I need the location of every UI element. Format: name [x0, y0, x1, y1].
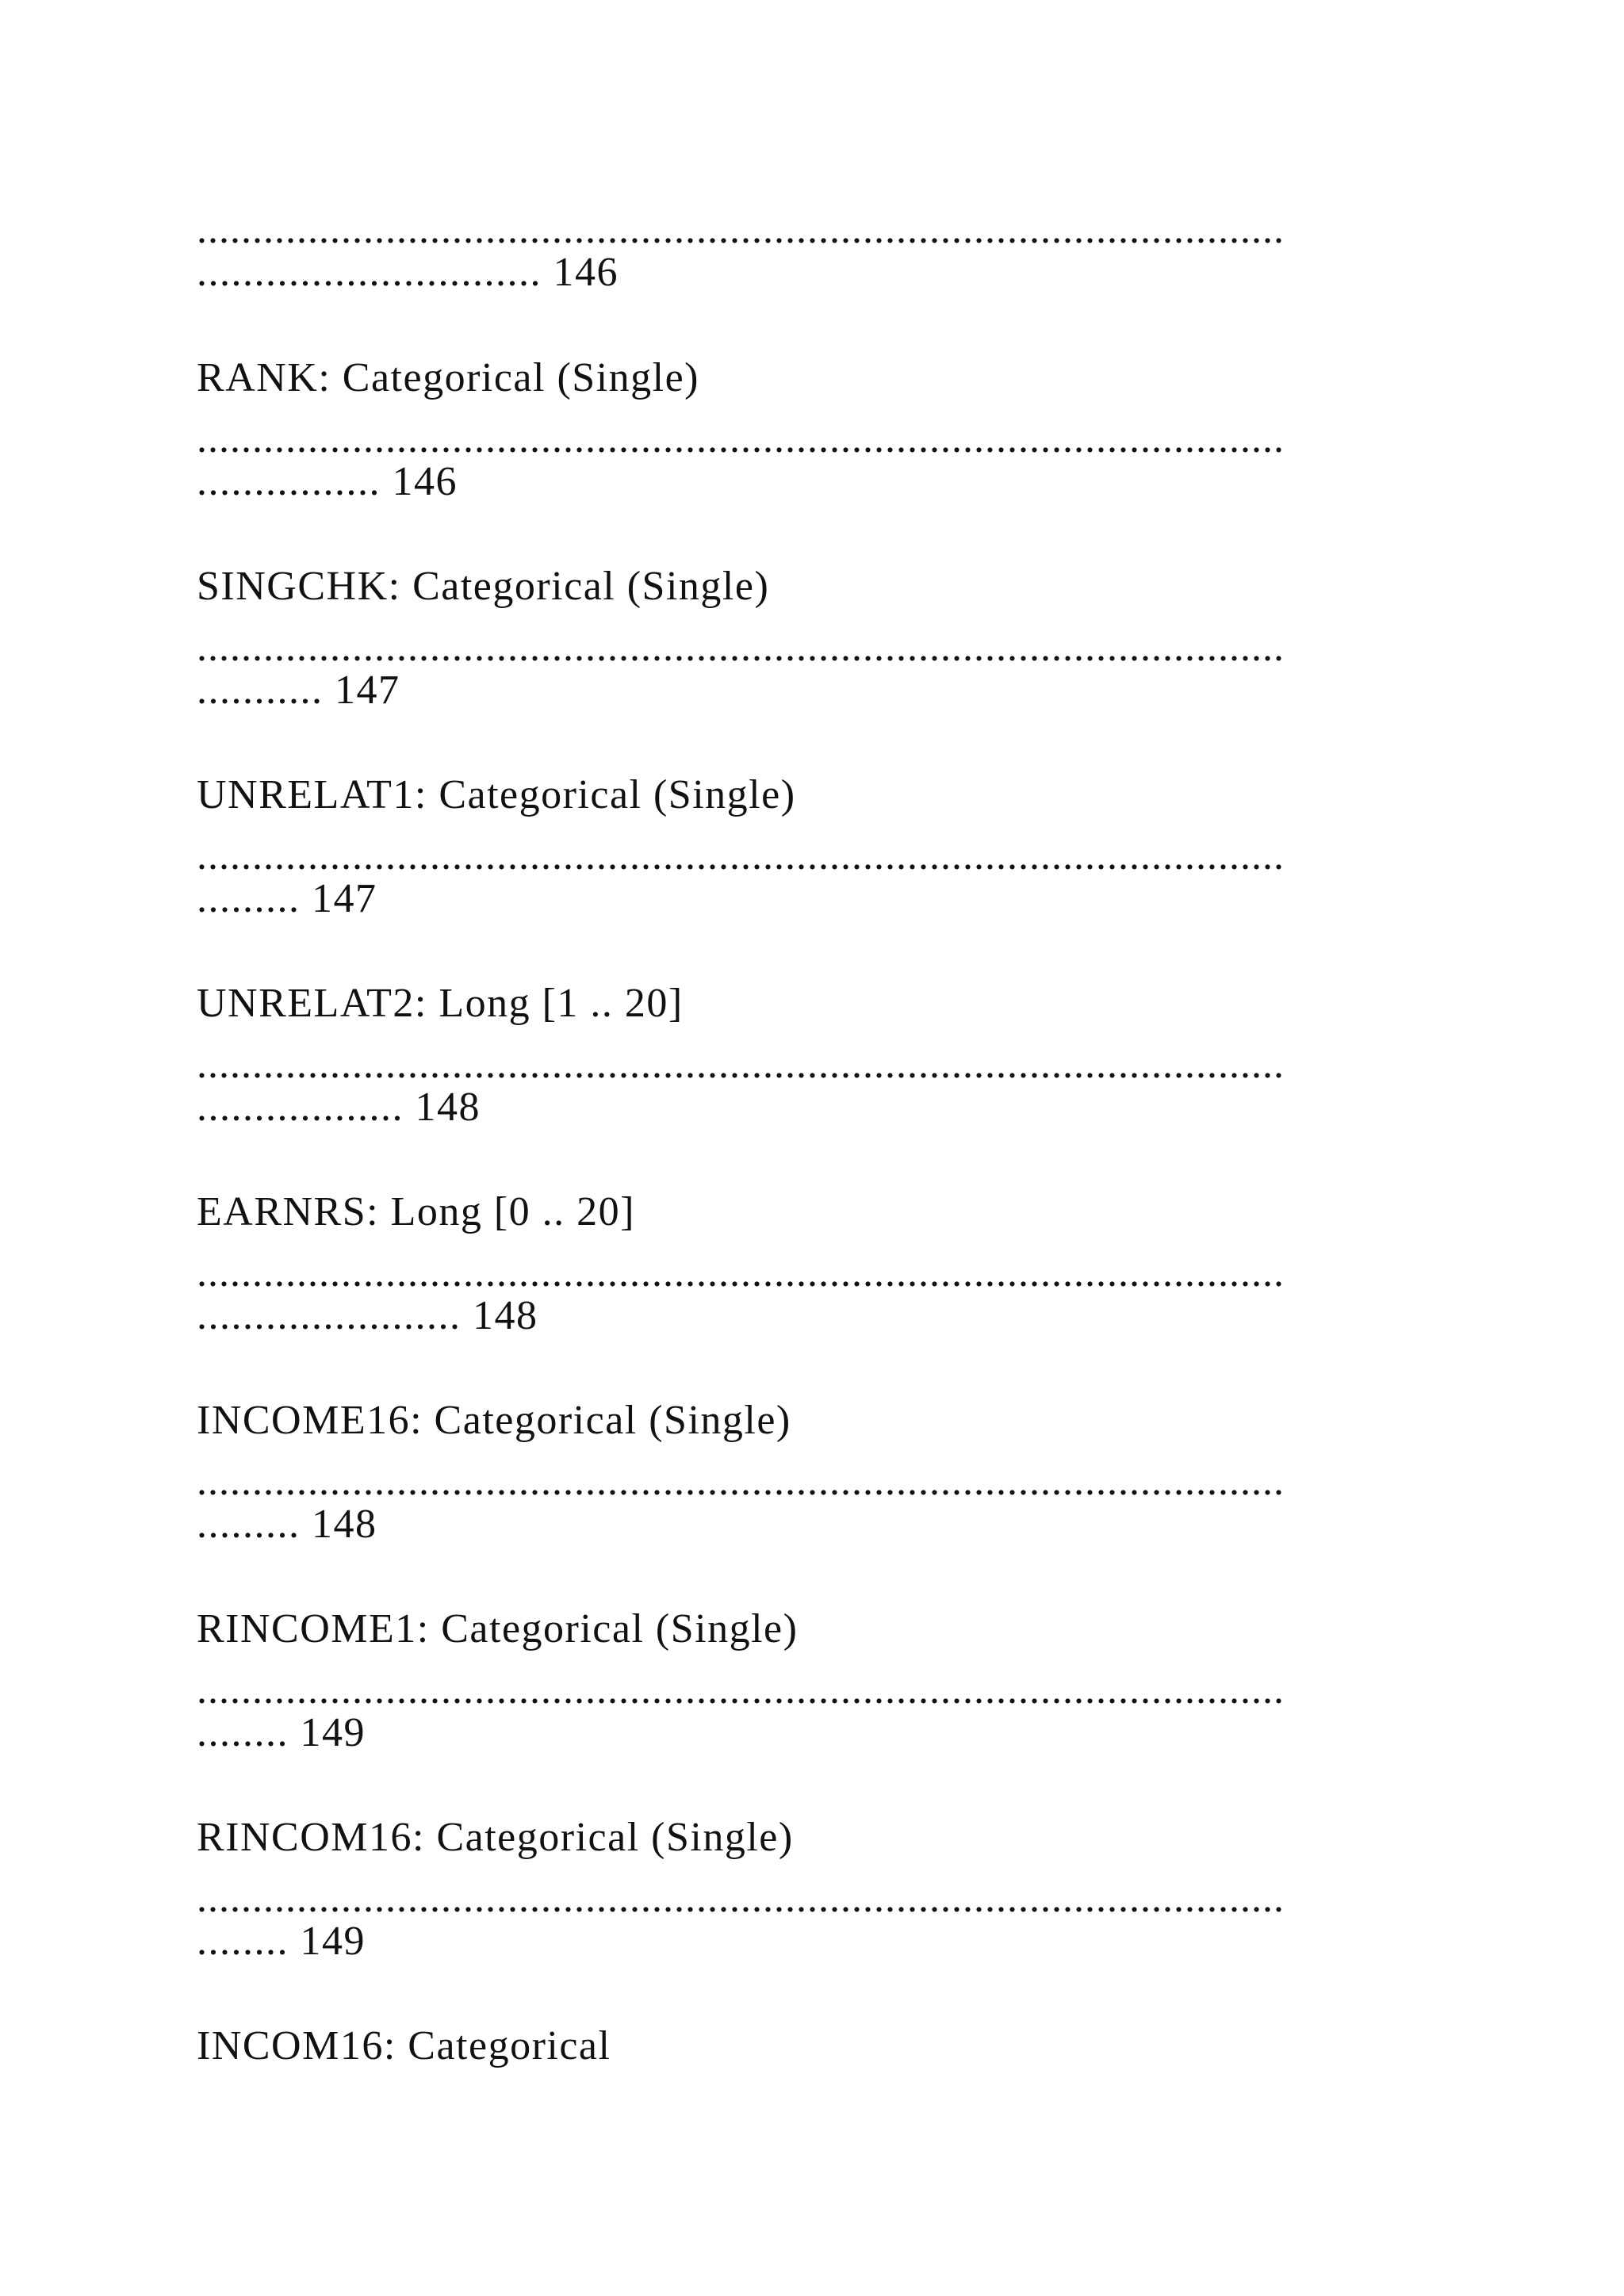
toc-leader-line	[197, 831, 1434, 882]
toc-page-number: 149	[300, 1919, 366, 1964]
toc-entry-tail	[197, 665, 400, 716]
toc-page-number: 146	[553, 250, 619, 295]
toc-label: RANK: Categorical (Single)	[197, 355, 699, 400]
toc-label: RINCOM16: Categorical (Single)	[197, 1815, 794, 1860]
toc-entry-tail	[197, 1916, 366, 1967]
toc-leader-line	[197, 1456, 1434, 1507]
toc-entry-tail	[197, 1708, 366, 1758]
toc-label: UNRELAT1: Categorical (Single)	[197, 772, 796, 817]
toc-leader: ..................................................................................................	[197, 833, 1285, 878]
toc-entry-tail	[197, 1082, 481, 1133]
toc-entry-label	[197, 1187, 635, 1238]
toc-leader: ........	[197, 1919, 289, 1964]
toc-leader: ..................................................................................................	[197, 1667, 1285, 1712]
toc-leader-line	[197, 1665, 1434, 1716]
toc-page-number: 147	[312, 876, 377, 921]
toc-leader: .........	[197, 876, 301, 921]
toc-label: EARNRS: Long [0 .. 20]	[197, 1189, 635, 1234]
toc-label: RINCOME1: Categorical (Single)	[197, 1606, 799, 1651]
toc-leader: ................	[197, 459, 381, 504]
toc-entry-label	[197, 1395, 791, 1446]
toc-leader: ..................................................................................................	[197, 1042, 1285, 1087]
toc-leader-line	[197, 1873, 1434, 1924]
toc-label: SINGCHK: Categorical (Single)	[197, 564, 770, 609]
toc-label: INCOME16: Categorical (Single)	[197, 1398, 791, 1443]
toc-page-number: 147	[335, 668, 400, 713]
toc-entry-tail	[197, 874, 377, 924]
toc-leader: .........	[197, 1502, 301, 1547]
toc-entry-label	[197, 1812, 794, 1863]
toc-leader: ..................................................................................................	[197, 1250, 1285, 1295]
toc-label: INCOM16: Categorical	[197, 2023, 611, 2068]
toc-entry-tail	[197, 457, 458, 507]
toc-entry-label	[197, 353, 699, 404]
toc-leader: ..................................................................................................	[197, 1876, 1285, 1921]
toc-entry-label	[197, 1604, 798, 1655]
toc-entry-tail	[197, 247, 619, 298]
toc-page-number: 149	[300, 1710, 366, 1755]
toc-leader: ..................................................................................................	[197, 416, 1285, 461]
toc-leader: ...........	[197, 668, 324, 713]
toc-leader: ..............................	[197, 250, 542, 295]
toc-entry-tail	[197, 1291, 538, 1341]
toc-leader: ........	[197, 1710, 289, 1755]
toc-entry-tail	[197, 1499, 377, 1550]
toc-page-number: 148	[473, 1293, 538, 1338]
toc-page-number: 148	[415, 1085, 481, 1130]
toc-leader: .......................	[197, 1293, 462, 1338]
toc-leader: ..................................................................................................	[197, 207, 1285, 252]
toc-entry-label	[197, 561, 769, 612]
toc-entry-label	[197, 978, 684, 1029]
toc-label: UNRELAT2: Long [1 .. 20]	[197, 981, 684, 1026]
toc-leader: ..................................................................................................	[197, 1459, 1285, 1504]
toc-leader: ..................	[197, 1085, 404, 1130]
toc-page-number: 148	[312, 1502, 377, 1547]
toc-entry-label	[197, 2021, 611, 2072]
toc-leader: ..................................................................................................	[197, 625, 1285, 670]
toc-entry-label	[197, 770, 796, 821]
toc-page-number: 146	[392, 459, 458, 504]
